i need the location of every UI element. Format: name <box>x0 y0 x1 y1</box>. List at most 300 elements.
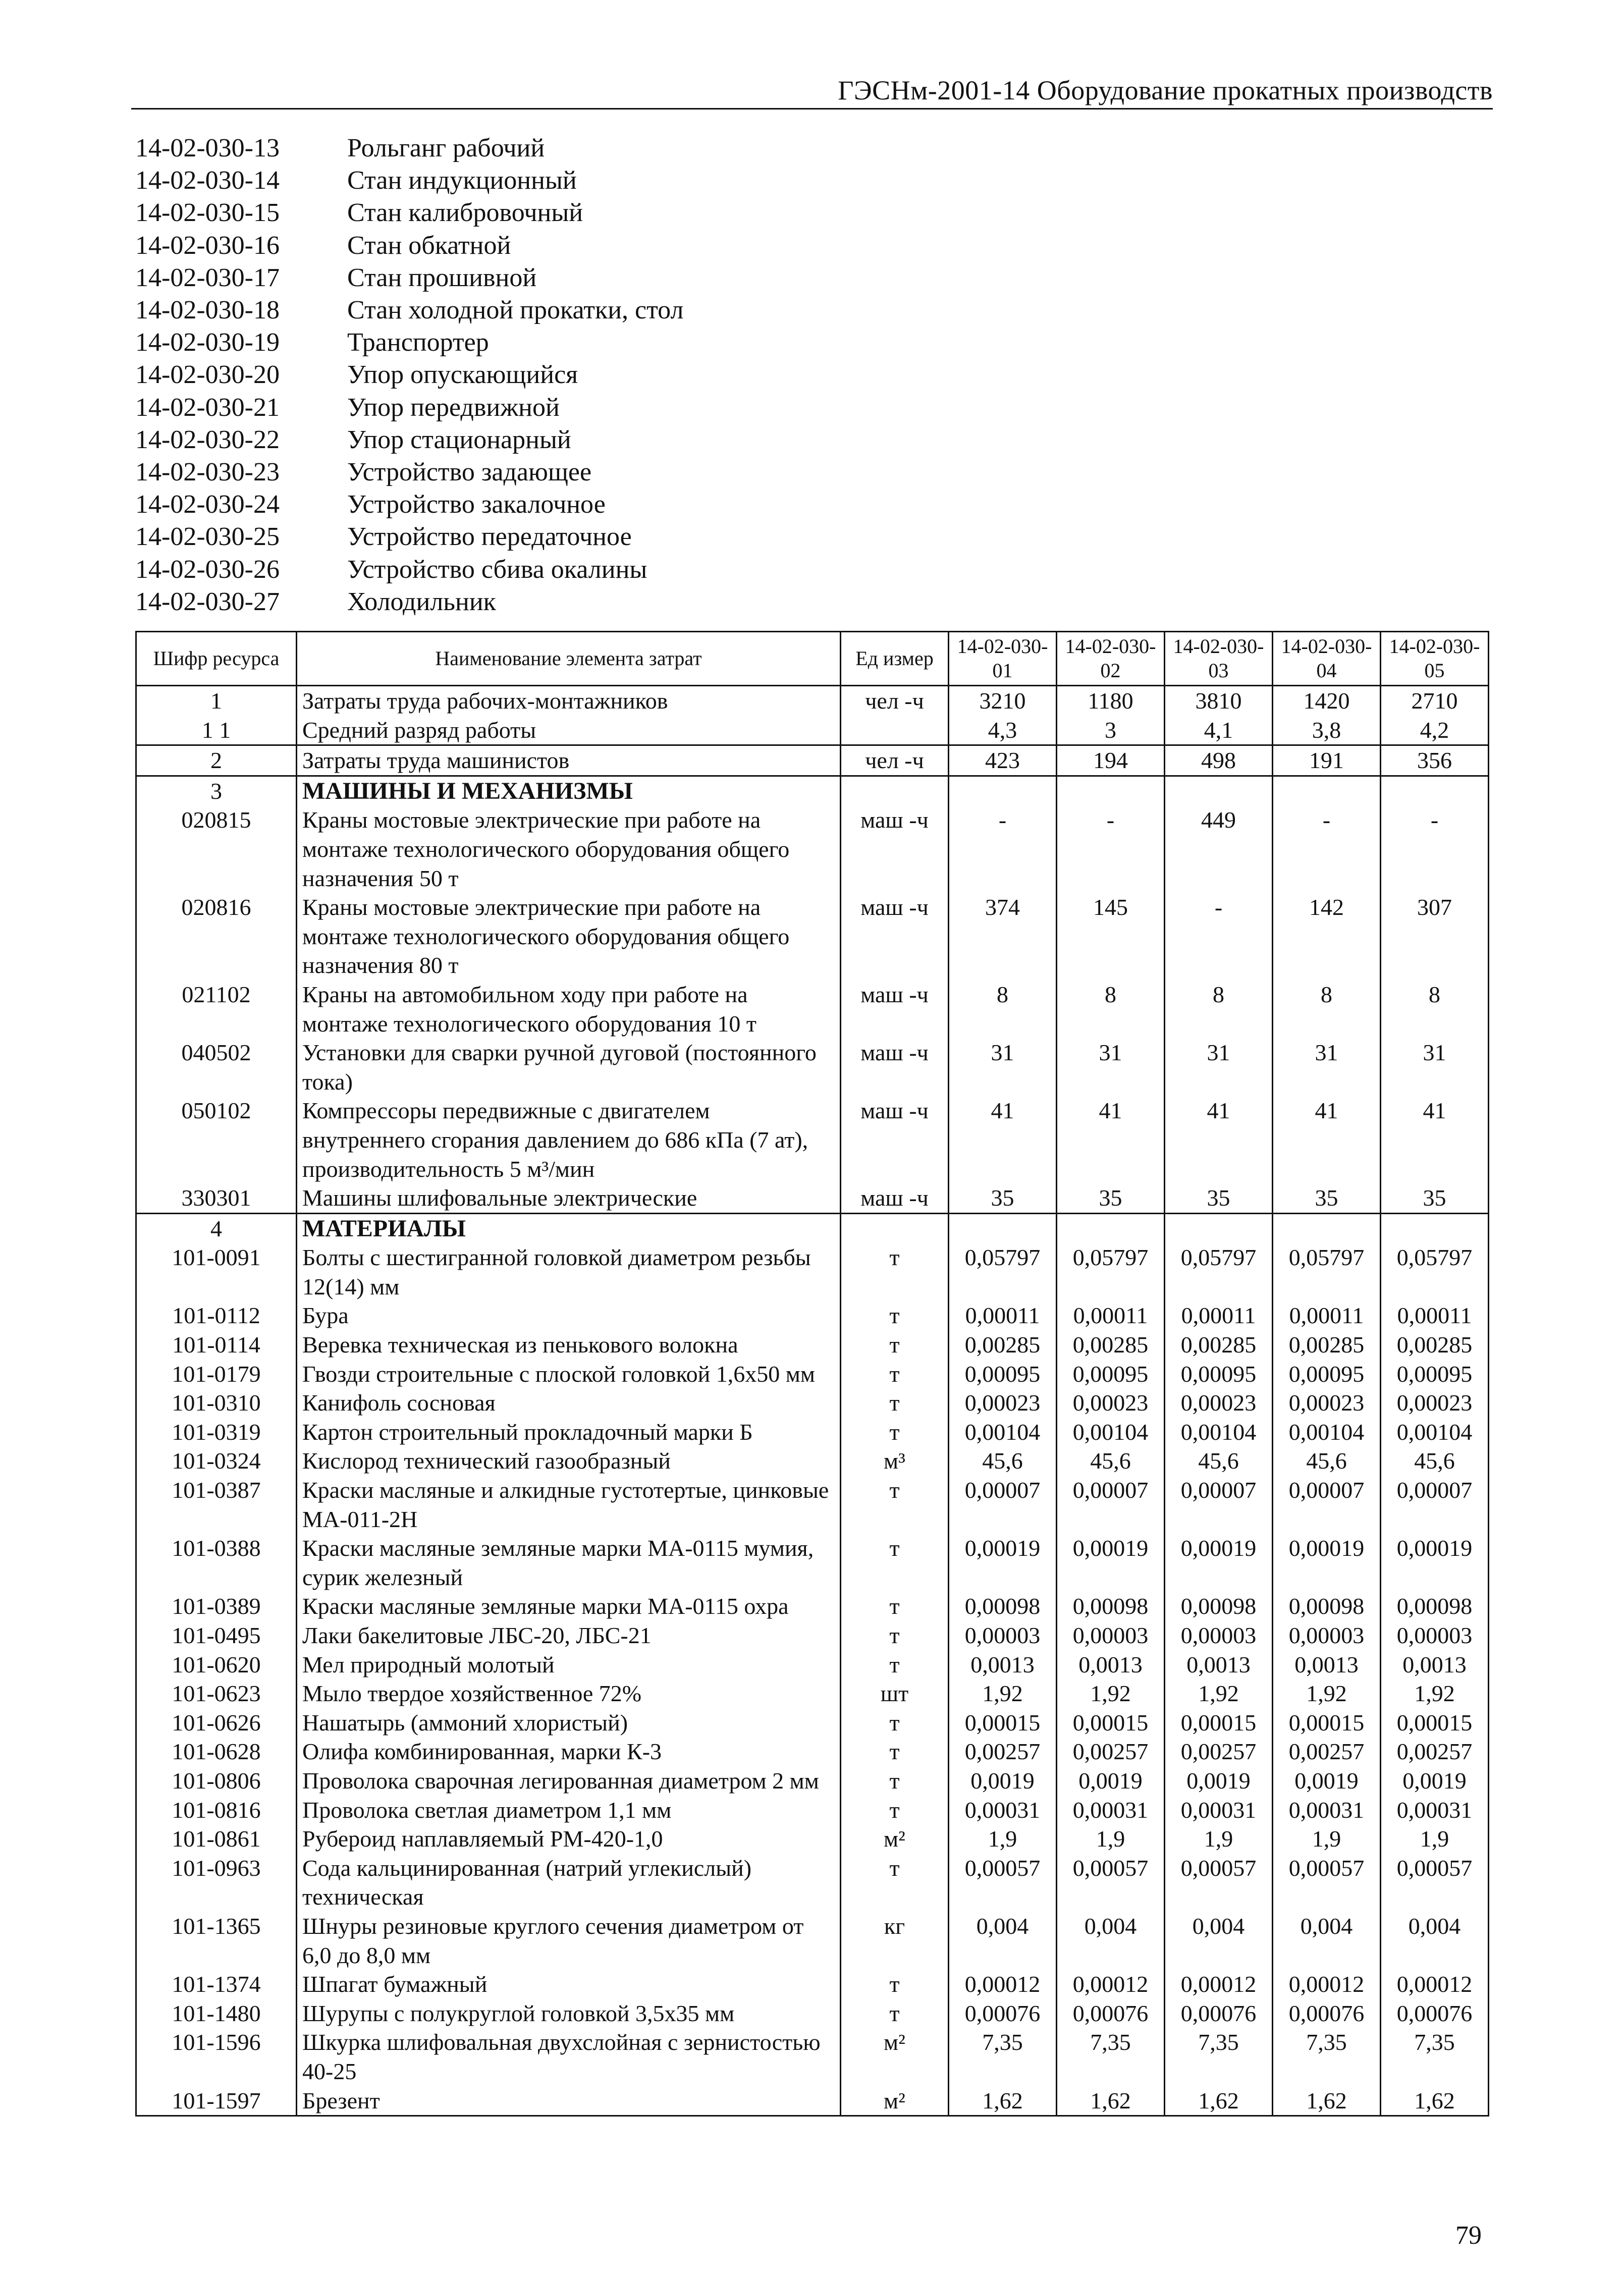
code-list-code: 14-02-030-15 <box>135 198 280 228</box>
code-list-name: Стан калибровочный <box>347 198 583 228</box>
cell-resource-code: 101-0310 <box>136 1388 297 1418</box>
cell-resource-code: 101-0963 <box>136 1854 297 1912</box>
cell-resource-code: 101-0806 <box>136 1766 297 1796</box>
cell-resource-code: 101-0628 <box>136 1737 297 1766</box>
table-row <box>136 2086 1489 2116</box>
cell-unit: т <box>841 1970 949 1999</box>
cell-value: 35 <box>949 1183 1057 1213</box>
table-row <box>136 1970 1489 1999</box>
cell-value: 0,0013 <box>1057 1650 1165 1679</box>
cell-value: 2710 <box>1381 686 1489 716</box>
cell-resource-code: 3 <box>136 776 297 805</box>
code-list-name: Упор опускающийся <box>347 360 578 390</box>
cell-element-name: Лаки бакелитовые ЛБС-20, ЛБС-21 <box>297 1621 841 1650</box>
cell-value: 0,00104 <box>1165 1418 1273 1447</box>
cell-value: 0,00011 <box>1381 1301 1489 1330</box>
cell-unit: т <box>841 1476 949 1534</box>
cell-value <box>1165 1213 1273 1243</box>
table-row <box>136 1096 1489 1183</box>
code-list-item <box>135 489 683 521</box>
table-row <box>136 686 1489 716</box>
cell-value: 1,92 <box>949 1679 1057 1708</box>
cell-value: 3 <box>1057 716 1165 745</box>
cell-element-name: Затраты труда машинистов <box>297 745 841 776</box>
cell-unit: маш -ч <box>841 893 949 980</box>
cell-element-name: Сода кальцинированная (натрий углекислый) техническая <box>297 1854 841 1912</box>
cell-value: 0,00057 <box>1165 1854 1273 1912</box>
cell-unit: т <box>841 1360 949 1389</box>
cell-resource-code: 101-1374 <box>136 1970 297 1999</box>
cell-unit: т <box>841 1301 949 1330</box>
cell-resource-code: 101-0324 <box>136 1446 297 1476</box>
cell-value: 41 <box>1057 1096 1165 1183</box>
cell-value: 0,00057 <box>1057 1854 1165 1912</box>
cell-value: 1,9 <box>1381 1824 1489 1854</box>
cell-element-name: Рубероид наплавляемый РМ-420-1,0 <box>297 1824 841 1854</box>
cell-value: 0,00007 <box>1381 1476 1489 1534</box>
cell-element-name: Болты с шестигранной головкой диаметром резьбы 12(14) мм <box>297 1243 841 1301</box>
code-list-code: 14-02-030-25 <box>135 522 280 552</box>
cell-element-name: Гвозди строительные с плоской головкой 1,6x50 мм <box>297 1360 841 1389</box>
table-row <box>136 805 1489 893</box>
cell-value: 0,00257 <box>949 1737 1057 1766</box>
cell-value: 0,00098 <box>1381 1592 1489 1621</box>
cell-value: 3810 <box>1165 686 1273 716</box>
cell-value: 0,004 <box>1381 1912 1489 1970</box>
cell-value: 31 <box>949 1038 1057 1096</box>
cell-unit <box>841 1213 949 1243</box>
page-number: 79 <box>1455 2221 1482 2250</box>
cell-value: 7,35 <box>1165 2028 1273 2086</box>
cell-value: 423 <box>949 745 1057 776</box>
cell-value: 0,00003 <box>1381 1621 1489 1650</box>
code-list-code: 14-02-030-21 <box>135 393 280 422</box>
cell-element-name: Краны на автомобильном ходу при работе на монтаже технологического оборудования 10 т <box>297 980 841 1038</box>
cell-value: 35 <box>1273 1183 1381 1213</box>
cell-unit: т <box>841 1592 949 1621</box>
cell-value: 0,00104 <box>1381 1418 1489 1447</box>
cell-unit: чел -ч <box>841 686 949 716</box>
cell-unit: т <box>841 1796 949 1825</box>
cell-resource-code: 101-0112 <box>136 1301 297 1330</box>
cell-value <box>1381 776 1489 805</box>
cell-value: 194 <box>1057 745 1165 776</box>
cell-resource-code: 101-0626 <box>136 1708 297 1738</box>
code-list-item <box>135 586 683 618</box>
code-list-name: Устройство задающее <box>347 458 592 487</box>
code-list-name: Транспортер <box>347 328 489 357</box>
cell-element-name: Картон строительный прокладочный марки Б <box>297 1418 841 1447</box>
table-row <box>136 1301 1489 1330</box>
cell-resource-code: 1 1 <box>136 716 297 745</box>
table-row <box>136 893 1489 980</box>
cell-element-name: Краны мостовые электрические при работе на монтаже технологического оборудования общего назначения 50 т <box>297 805 841 893</box>
cell-unit: маш -ч <box>841 980 949 1038</box>
cell-value: 35 <box>1165 1183 1273 1213</box>
cell-unit: т <box>841 1708 949 1738</box>
cell-value: 0,00076 <box>1381 1999 1489 2028</box>
cell-value: 0,00011 <box>1273 1301 1381 1330</box>
cell-value: 0,00076 <box>1273 1999 1381 2028</box>
cell-unit: т <box>841 1854 949 1912</box>
cell-element-name: Шурупы с полукруглой головкой 3,5x35 мм <box>297 1999 841 2028</box>
cell-resource-code: 101-0816 <box>136 1796 297 1825</box>
code-list-item <box>135 197 683 229</box>
cell-value: 8 <box>1057 980 1165 1038</box>
cell-value: 0,00285 <box>1165 1330 1273 1360</box>
code-list-name: Стан холодной прокатки, стол <box>347 296 684 325</box>
cell-value: 0,00012 <box>949 1970 1057 1999</box>
cell-value: 0,00057 <box>1381 1854 1489 1912</box>
cell-value: 356 <box>1381 745 1489 776</box>
cell-resource-code: 020816 <box>136 893 297 980</box>
table-row <box>136 980 1489 1038</box>
table-row <box>136 1999 1489 2028</box>
table-row <box>136 1476 1489 1534</box>
cell-unit: м³ <box>841 1446 949 1476</box>
cell-resource-code: 101-0388 <box>136 1534 297 1592</box>
cell-value: 7,35 <box>1057 2028 1165 2086</box>
page-header-title: ГЭСНм-2001-14 Оборудование прокатных производств <box>838 75 1493 105</box>
cell-value: 1,9 <box>1165 1824 1273 1854</box>
cell-value: 41 <box>1381 1096 1489 1183</box>
code-list-name: Устройство закалочное <box>347 490 606 519</box>
cell-value <box>949 776 1057 805</box>
cell-value <box>1057 776 1165 805</box>
cell-value: 1,62 <box>1165 2086 1273 2116</box>
cell-value: 3,8 <box>1273 716 1381 745</box>
cell-value: 0,00019 <box>1381 1534 1489 1592</box>
cell-value: 0,00023 <box>949 1388 1057 1418</box>
cell-resource-code: 101-0387 <box>136 1476 297 1534</box>
cell-value: 0,00285 <box>1273 1330 1381 1360</box>
cell-value: 7,35 <box>949 2028 1057 2086</box>
cell-value: 0,004 <box>1057 1912 1165 1970</box>
cell-value: 31 <box>1165 1038 1273 1096</box>
code-list-name: Упор передвижной <box>347 393 560 422</box>
cell-value: 0,0019 <box>1057 1766 1165 1796</box>
cell-value <box>1057 1213 1165 1243</box>
cell-value: 0,00104 <box>1057 1418 1165 1447</box>
cell-resource-code: 2 <box>136 745 297 776</box>
cell-element-name: Нашатырь (аммоний хлористый) <box>297 1708 841 1738</box>
cell-element-name: Олифа комбинированная, марки К-3 <box>297 1737 841 1766</box>
cell-value: 0,00257 <box>1057 1737 1165 1766</box>
cell-value <box>1381 1213 1489 1243</box>
cell-value: 8 <box>1273 980 1381 1038</box>
cell-value: 498 <box>1165 745 1273 776</box>
cell-unit: т <box>841 1418 949 1447</box>
cell-unit: м² <box>841 1824 949 1854</box>
table-row <box>136 1038 1489 1096</box>
cell-value: 0,00019 <box>1273 1534 1381 1592</box>
cell-value: 0,00019 <box>1165 1534 1273 1592</box>
code-list-code: 14-02-030-13 <box>135 134 280 162</box>
table-row <box>136 1360 1489 1389</box>
cell-resource-code: 101-1365 <box>136 1912 297 1970</box>
cell-value: 41 <box>1273 1096 1381 1183</box>
cell-unit: т <box>841 1388 949 1418</box>
code-list-item <box>135 327 683 359</box>
code-list-item <box>135 456 683 489</box>
cell-value: 0,00012 <box>1381 1970 1489 1999</box>
cell-value: 142 <box>1273 893 1381 980</box>
cell-value: 0,00012 <box>1057 1970 1165 1999</box>
cell-value: 4,1 <box>1165 716 1273 745</box>
table-row <box>136 1679 1489 1708</box>
table-row <box>136 1854 1489 1912</box>
table-row <box>136 1418 1489 1447</box>
cell-value: 0,004 <box>1165 1912 1273 1970</box>
cell-value: 0,00015 <box>1273 1708 1381 1738</box>
cell-unit: маш -ч <box>841 1038 949 1096</box>
cell-element-name: Проволока сварочная легированная диаметром 2 мм <box>297 1766 841 1796</box>
code-list-name: Стан индукционный <box>347 166 577 195</box>
cell-element-name: Компрессоры передвижные с двигателем внутреннего сгорания давлением до 686 кПа (7 ат), производительность 5 м³/мин <box>297 1096 841 1183</box>
code-list-name: Холодильник <box>347 587 496 616</box>
header-col-5: 14-02-030-05 <box>1381 632 1489 686</box>
section-title: МАШИНЫ И МЕХАНИЗМЫ <box>297 776 841 805</box>
cell-resource-code: 101-0389 <box>136 1592 297 1621</box>
cell-unit: кг <box>841 1912 949 1970</box>
cell-element-name: Шпагат бумажный <box>297 1970 841 1999</box>
cell-value: 0,0019 <box>1381 1766 1489 1796</box>
cell-resource-code: 050102 <box>136 1096 297 1183</box>
code-list-name: Устройство сбива окалины <box>347 555 647 584</box>
cell-value: 0,00285 <box>949 1330 1057 1360</box>
table-row <box>136 1388 1489 1418</box>
cell-unit: т <box>841 1243 949 1301</box>
cell-value <box>1273 1213 1381 1243</box>
cell-element-name: Краски масляные земляные марки МА-0115 охра <box>297 1592 841 1621</box>
cell-element-name: Мел природный молотый <box>297 1650 841 1679</box>
cell-value: 0,00285 <box>1057 1330 1165 1360</box>
cell-element-name: Установки для сварки ручной дуговой (постоянного тока) <box>297 1038 841 1096</box>
cell-value: 374 <box>949 893 1057 980</box>
table-row <box>136 776 1489 805</box>
cell-unit: т <box>841 1999 949 2028</box>
code-list-code: 14-02-030-17 <box>135 263 280 292</box>
code-list-item <box>135 132 683 165</box>
table-row <box>136 1243 1489 1301</box>
cell-value: 1,92 <box>1381 1679 1489 1708</box>
cell-element-name: Брезент <box>297 2086 841 2116</box>
cell-element-name: Шкурка шлифовальная двухслойная с зернистостью 40-25 <box>297 2028 841 2086</box>
cell-value: 0,00019 <box>949 1534 1057 1592</box>
cell-unit: м² <box>841 2086 949 2116</box>
cell-value: 0,00011 <box>1165 1301 1273 1330</box>
cell-value <box>1273 776 1381 805</box>
cell-resource-code: 101-0319 <box>136 1418 297 1447</box>
cell-element-name: Краны мостовые электрические при работе на монтаже технологического оборудования общего назначения 80 т <box>297 893 841 980</box>
cell-value: 31 <box>1057 1038 1165 1096</box>
cell-value: 191 <box>1273 745 1381 776</box>
table-row <box>136 2028 1489 2086</box>
cell-unit <box>841 776 949 805</box>
table-row <box>136 1796 1489 1825</box>
code-list-code: 14-02-030-26 <box>135 555 280 584</box>
cell-value: 0,004 <box>949 1912 1057 1970</box>
code-list-code: 14-02-030-24 <box>135 490 280 519</box>
code-list-item <box>135 165 683 197</box>
cell-unit: м² <box>841 2028 949 2086</box>
header-col-4: 14-02-030-04 <box>1273 632 1381 686</box>
cell-value: 4,2 <box>1381 716 1489 745</box>
table-row <box>136 1650 1489 1679</box>
cell-value: 0,00031 <box>1381 1796 1489 1825</box>
cell-value: 0,0019 <box>1273 1766 1381 1796</box>
table-row <box>136 716 1489 745</box>
code-list-name: Стан обкатной <box>347 231 511 260</box>
cell-value: 0,00104 <box>1273 1418 1381 1447</box>
cell-resource-code: 101-0091 <box>136 1243 297 1301</box>
cell-resource-code: 101-1480 <box>136 1999 297 2028</box>
cell-value: 0,00285 <box>1381 1330 1489 1360</box>
cell-resource-code: 101-0495 <box>136 1621 297 1650</box>
norms-table <box>135 631 1489 2117</box>
cell-element-name: Бура <box>297 1301 841 1330</box>
cell-element-name: Проволока светлая диаметром 1,1 мм <box>297 1796 841 1825</box>
code-list-code: 14-02-030-20 <box>135 360 280 390</box>
cell-value: 0,00257 <box>1381 1737 1489 1766</box>
cell-resource-code: 330301 <box>136 1183 297 1213</box>
cell-value: - <box>949 805 1057 893</box>
cell-unit: маш -ч <box>841 805 949 893</box>
table-row <box>136 1912 1489 1970</box>
table-row <box>136 1213 1489 1243</box>
cell-value: 0,00012 <box>1273 1970 1381 1999</box>
cell-resource-code: 101-0623 <box>136 1679 297 1708</box>
table-row <box>136 1708 1489 1738</box>
cell-value: 0,00095 <box>1381 1360 1489 1389</box>
cell-value: 0,00023 <box>1165 1388 1273 1418</box>
code-list-name: Стан прошивной <box>347 263 537 292</box>
cell-value: 0,0019 <box>1165 1766 1273 1796</box>
table-row <box>136 1183 1489 1213</box>
cell-resource-code: 4 <box>136 1213 297 1243</box>
cell-value: 0,00003 <box>1165 1621 1273 1650</box>
cell-unit <box>841 716 949 745</box>
header-col-3: 14-02-030-03 <box>1165 632 1273 686</box>
cell-value: 0,00076 <box>1165 1999 1273 2028</box>
code-list-code: 14-02-030-16 <box>135 231 280 260</box>
cell-resource-code: 021102 <box>136 980 297 1038</box>
table-row <box>136 1330 1489 1360</box>
cell-value: 0,00095 <box>949 1360 1057 1389</box>
cell-value: 0,00003 <box>1057 1621 1165 1650</box>
code-list-code: 14-02-030-23 <box>135 458 280 487</box>
cell-value: 0,00076 <box>949 1999 1057 2028</box>
table-row <box>136 1737 1489 1766</box>
cell-unit: маш -ч <box>841 1096 949 1183</box>
cell-element-name: Кислород технический газообразный <box>297 1446 841 1476</box>
cell-value: 0,00023 <box>1381 1388 1489 1418</box>
cell-value: 1180 <box>1057 686 1165 716</box>
cell-value: 0,00104 <box>949 1418 1057 1447</box>
code-list-item <box>135 424 683 456</box>
cell-element-name: Затраты труда рабочих-монтажников <box>297 686 841 716</box>
cell-value: 35 <box>1057 1183 1165 1213</box>
cell-value: 0,00011 <box>949 1301 1057 1330</box>
cell-value: 0,00015 <box>1057 1708 1165 1738</box>
cell-value: 145 <box>1057 893 1165 980</box>
cell-value: 4,3 <box>949 716 1057 745</box>
cell-value: 0,00023 <box>1273 1388 1381 1418</box>
code-list-code: 14-02-030-14 <box>135 166 280 195</box>
cell-value: 0,00015 <box>1165 1708 1273 1738</box>
table-row <box>136 1621 1489 1650</box>
cell-value: 41 <box>1165 1096 1273 1183</box>
cell-value: 1,9 <box>949 1824 1057 1854</box>
cell-value: 31 <box>1273 1038 1381 1096</box>
cell-value: 307 <box>1381 893 1489 980</box>
cell-value: 0,05797 <box>1273 1243 1381 1301</box>
cell-resource-code: 101-0114 <box>136 1330 297 1360</box>
cell-value: 0,05797 <box>949 1243 1057 1301</box>
cell-element-name: Краски масляные земляные марки МА-0115 мумия, сурик железный <box>297 1534 841 1592</box>
cell-element-name: Краски масляные и алкидные густотертые, цинковые МА-011-2Н <box>297 1476 841 1534</box>
code-list-item <box>135 521 683 553</box>
cell-value: 1,9 <box>1273 1824 1381 1854</box>
table-body <box>136 686 1489 2116</box>
cell-value: 41 <box>949 1096 1057 1183</box>
cell-value: 0,00095 <box>1165 1360 1273 1389</box>
cell-value: 0,0013 <box>1381 1650 1489 1679</box>
code-list-code: 14-02-030-22 <box>135 425 280 454</box>
cell-value: 0,00023 <box>1057 1388 1165 1418</box>
cell-value: 1,9 <box>1057 1824 1165 1854</box>
cell-value: 0,00057 <box>1273 1854 1381 1912</box>
cell-unit: т <box>841 1534 949 1592</box>
header-col-2: 14-02-030-02 <box>1057 632 1165 686</box>
cell-value: - <box>1381 805 1489 893</box>
cell-value: 1,62 <box>1273 2086 1381 2116</box>
cell-value: 1,62 <box>1057 2086 1165 2116</box>
code-list-item <box>135 230 683 262</box>
code-list-item <box>135 359 683 391</box>
table-header-row <box>136 632 1489 686</box>
code-list-item <box>135 392 683 424</box>
code-list-name: Устройство передаточное <box>347 522 632 552</box>
cell-value: 7,35 <box>1381 2028 1489 2086</box>
cell-value: 1,92 <box>1057 1679 1165 1708</box>
code-list-code: 14-02-030-18 <box>135 296 280 325</box>
cell-value: 1420 <box>1273 686 1381 716</box>
cell-value <box>1165 776 1273 805</box>
cell-value: 0,00257 <box>1165 1737 1273 1766</box>
cell-value: 45,6 <box>1381 1446 1489 1476</box>
code-list-code: 14-02-030-19 <box>135 328 280 357</box>
cell-value: 0,00007 <box>949 1476 1057 1534</box>
cell-value: 0,00007 <box>1273 1476 1381 1534</box>
cell-value: 45,6 <box>949 1446 1057 1476</box>
cell-value: 7,35 <box>1273 2028 1381 2086</box>
cell-value: 45,6 <box>1057 1446 1165 1476</box>
cell-resource-code: 101-0861 <box>136 1824 297 1854</box>
cell-value: 0,00019 <box>1057 1534 1165 1592</box>
cell-element-name: Средний разряд работы <box>297 716 841 745</box>
table-row <box>136 1446 1489 1476</box>
cell-value: 0,00076 <box>1057 1999 1165 2028</box>
cell-value: 0,00098 <box>949 1592 1057 1621</box>
cell-value: 45,6 <box>1165 1446 1273 1476</box>
cell-unit: т <box>841 1330 949 1360</box>
cell-unit: маш -ч <box>841 1183 949 1213</box>
header-divider <box>131 108 1493 110</box>
cell-value: 0,00003 <box>949 1621 1057 1650</box>
cell-value: 0,00031 <box>949 1796 1057 1825</box>
cell-value: 0,0013 <box>1165 1650 1273 1679</box>
